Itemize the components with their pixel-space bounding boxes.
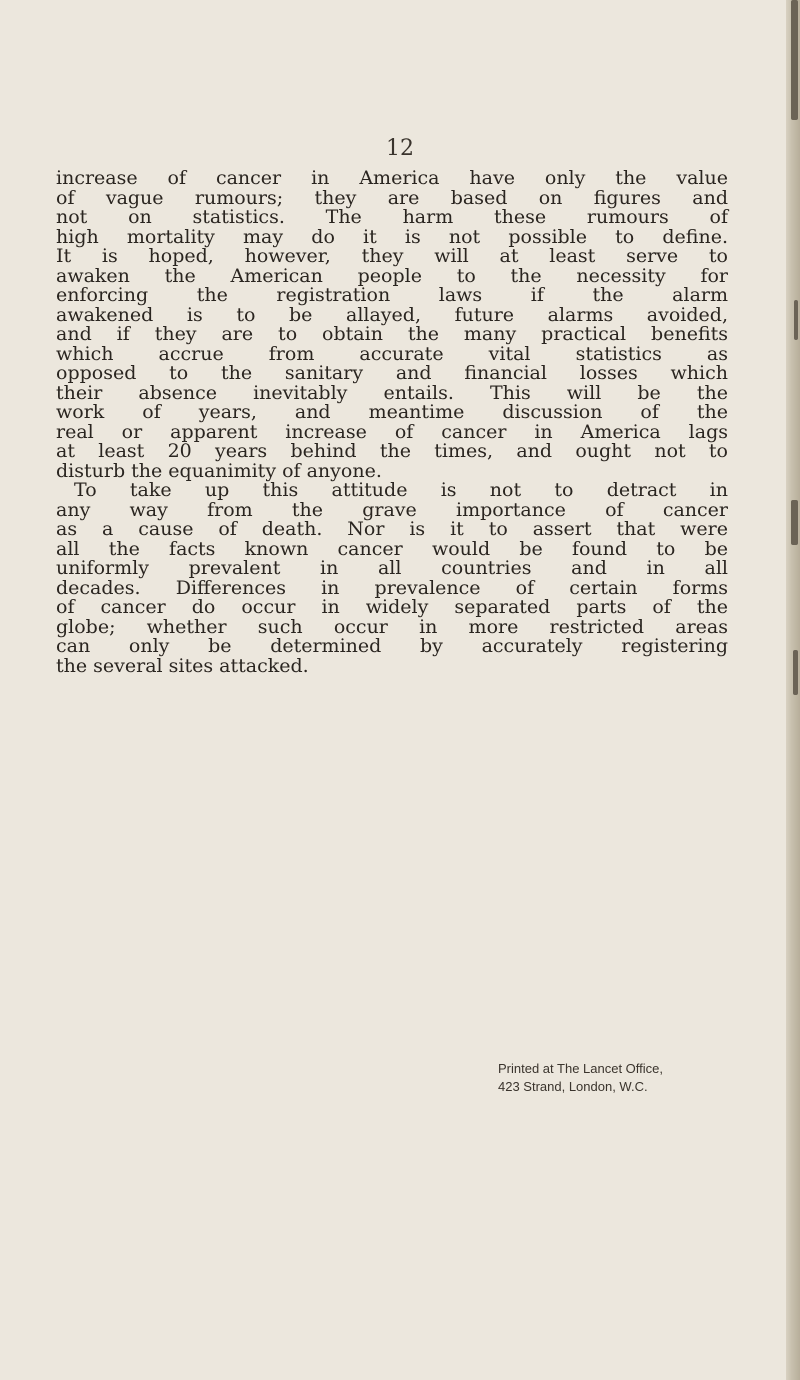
body-text (56, 169, 728, 676)
text-line: at least 20 years behind the times, and ought not to (56, 440, 728, 463)
page-edge (786, 0, 800, 1380)
printer-imprint (498, 1060, 738, 1096)
text-line: To take up this attitude is not to detract in (74, 479, 728, 502)
text-line: the several sites attacked. (56, 654, 309, 677)
imprint-line: 423 Strand, London, W.C. (498, 1079, 648, 1094)
text-line: decades. Differences in prevalence of certain forms (56, 576, 728, 599)
page-edge-mark (794, 300, 798, 340)
text-line: high mortality may do it is not possible to define. (56, 225, 728, 248)
text-line: globe; whether such occur in more restricted areas (56, 615, 728, 638)
text-line: real or apparent increase of cancer in America lags (56, 420, 728, 443)
text-line: opposed to the sanitary and financial losses which (56, 362, 728, 385)
text-line: enforcing the registration laws if the alarm (56, 284, 728, 307)
page-edge-mark (793, 650, 798, 695)
text-line: not on statistics. The harm these rumours of (56, 206, 728, 229)
imprint-line: Printed at The Lancet Office, (498, 1061, 664, 1076)
text-line: as a cause of death. Nor is it to assert that were (56, 518, 728, 541)
text-line: disturb the equanimity of anyone. (56, 459, 382, 482)
text-line: awakened is to be allayed, future alarms avoided, (56, 303, 728, 326)
text-line: can only be determined by accurately registering (56, 635, 728, 658)
text-line: of cancer do occur in widely separated parts of the (56, 596, 728, 619)
text-line: and if they are to obtain the many practical benefits (56, 323, 728, 346)
text-line: any way from the grave importance of cancer (56, 498, 728, 521)
text-line: all the facts known cancer would be found to be (56, 537, 728, 560)
page-number: 12 (386, 136, 414, 161)
text-line: of vague rumours; they are based on figures and (56, 186, 728, 209)
text-line: their absence inevitably entails. This will be the (56, 381, 728, 404)
text-line: which accrue from accurate vital statistics as (56, 342, 728, 365)
text-line: awaken the American people to the necessity for (56, 264, 728, 287)
text-line: uniformly prevalent in all countries and in all (56, 557, 728, 580)
text-line: work of years, and meantime discussion of the (56, 401, 728, 424)
page-edge-mark (791, 0, 798, 120)
page-edge-mark (791, 500, 798, 545)
text-line: increase of cancer in America have only the value (56, 167, 728, 189)
text-line: It is hoped, however, they will at least serve to (56, 245, 728, 268)
